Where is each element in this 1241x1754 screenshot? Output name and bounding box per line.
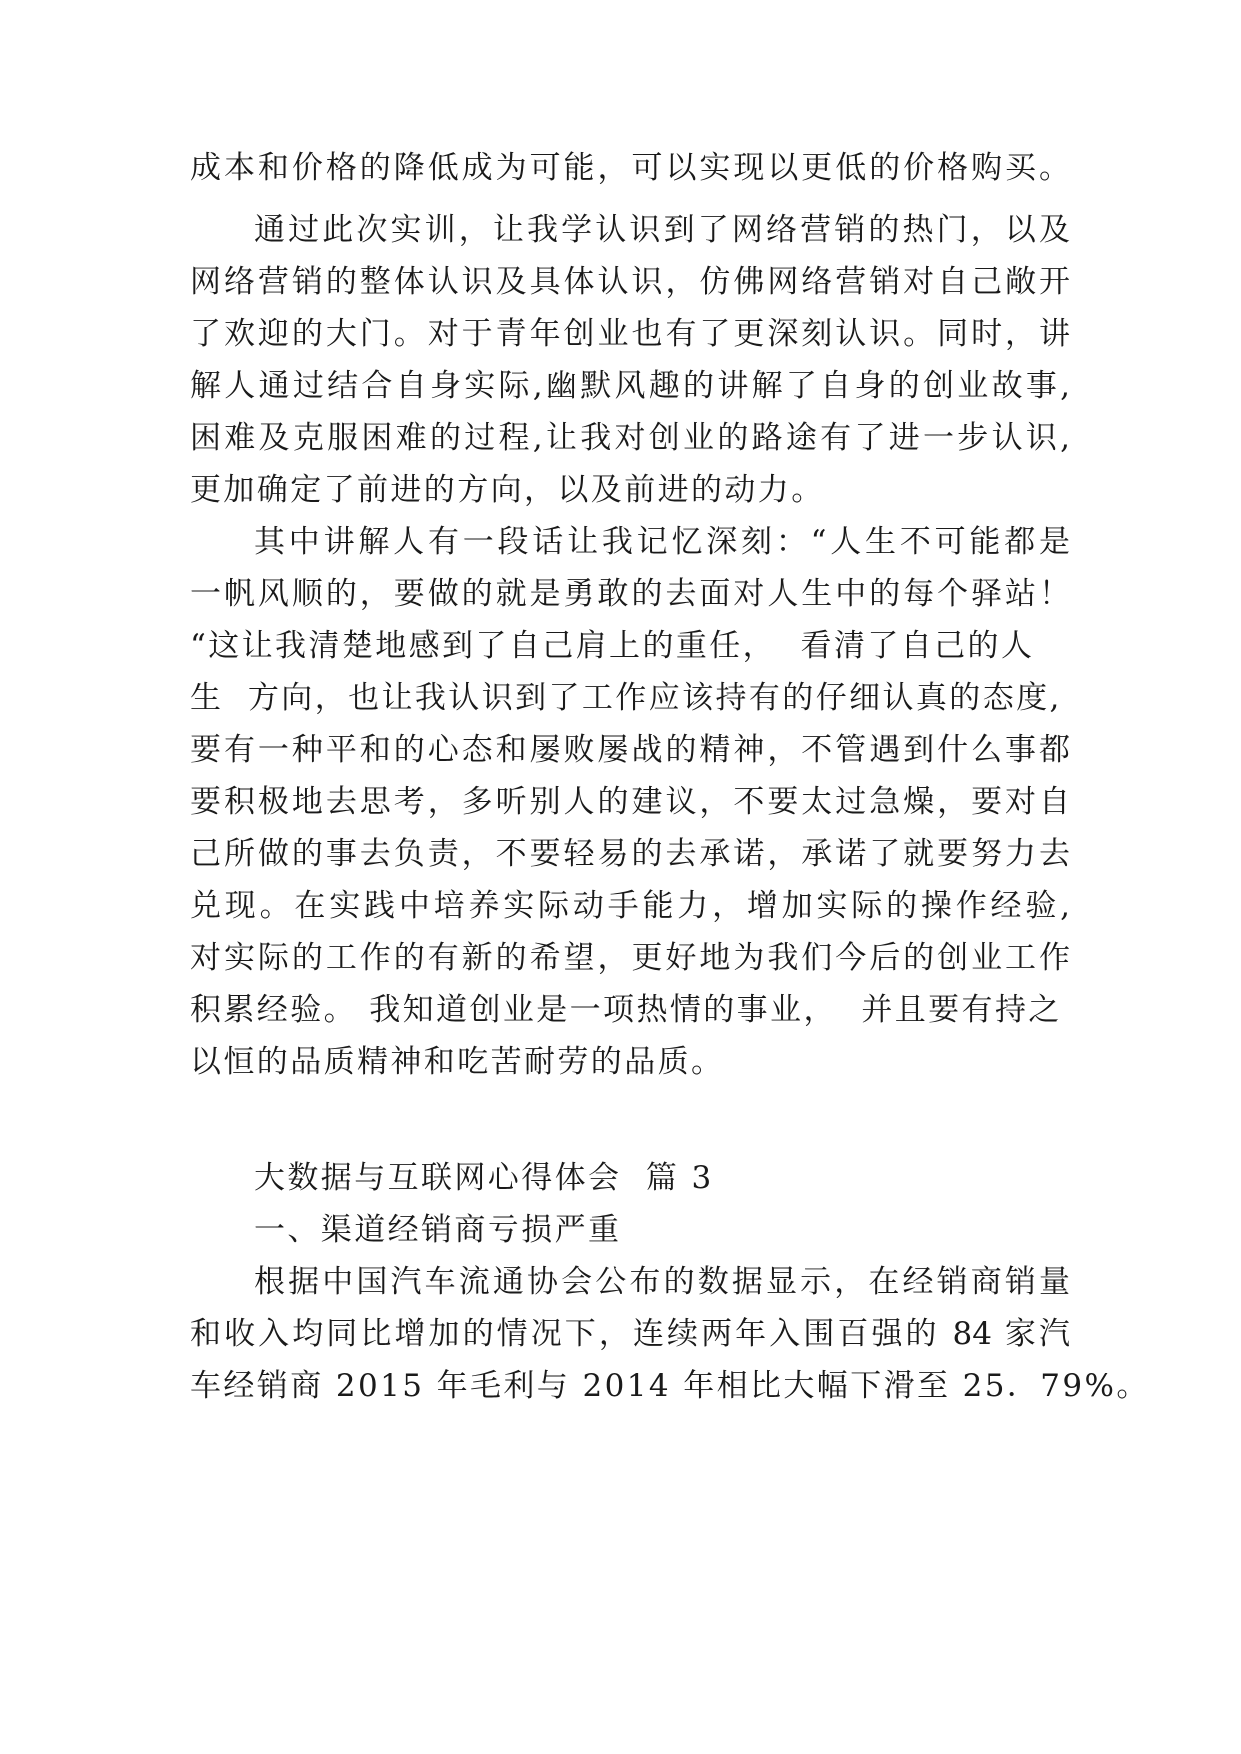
paragraph-line: 其中讲解人有一段话让我记忆深刻：“人生不可能都是 bbox=[254, 524, 1070, 560]
paragraph-line: 网络营销的整体认识及具体认识，仿佛网络营销对自己敞开 bbox=[190, 264, 1070, 300]
paragraph-line: 积累经验。 我知道创业是一项热情的事业， 并且要有持之 bbox=[190, 992, 1062, 1028]
paragraph-line: 了欢迎的大门。对于青年创业也有了更深刻认识。同时，讲 bbox=[190, 316, 1070, 352]
paragraph-line: 兑现。在实践中培养实际动手能力，增加实际的操作经验, bbox=[190, 888, 1070, 924]
section-title: 大数据与互联网心得体会 篇 3 bbox=[254, 1160, 714, 1196]
paragraph-line: 解人通过结合自身实际,幽默风趣的讲解了自身的创业故事, bbox=[190, 368, 1070, 404]
paragraph-line: 困难及克服困难的过程,让我对创业的路途有了进一步认识, bbox=[190, 420, 1070, 456]
paragraph-line: 生 方向，也让我认识到了工作应该持有的仔细认真的态度, bbox=[190, 680, 1062, 716]
paragraph-line: “这让我清楚地感到了自己肩上的重任， 看清了自己的人 bbox=[190, 628, 1035, 664]
paragraph-line: 己所做的事去负责，不要轻易的去承诺，承诺了就要努力去 bbox=[190, 836, 1070, 872]
paragraph-line: 一帆风顺的，要做的就是勇敢的去面对人生中的每个驿站！ bbox=[190, 576, 1070, 612]
paragraph-line: 以恒的品质精神和吃苦耐劳的品质。 bbox=[190, 1044, 725, 1080]
paragraph-line: 车经销商 2015 年毛利与 2014 年相比大幅下滑至 25．79%。 bbox=[190, 1368, 1150, 1404]
paragraph-line: 成本和价格的降低成为可能，可以实现以更低的价格购买。 bbox=[190, 150, 1070, 186]
paragraph-line: 根据中国汽车流通协会公布的数据显示，在经销商销量 bbox=[254, 1264, 1070, 1300]
section-heading: 一、渠道经销商亏损严重 bbox=[254, 1212, 622, 1248]
paragraph-line: 和收入均同比增加的情况下，连续两年入围百强的 84 家汽 bbox=[190, 1316, 1070, 1352]
paragraph-line: 对实际的工作的有新的希望，更好地为我们今后的创业工作 bbox=[190, 940, 1070, 976]
paragraph-line: 更加确定了前进的方向，以及前进的动力。 bbox=[190, 472, 825, 508]
paragraph-line: 要有一种平和的心态和屡败屡战的精神，不管遇到什么事都 bbox=[190, 732, 1070, 768]
paragraph-line: 要积极地去思考，多听别人的建议，不要太过急燥，要对自 bbox=[190, 784, 1070, 820]
paragraph-line: 通过此次实训，让我学认识到了网络营销的热门，以及 bbox=[254, 212, 1070, 248]
